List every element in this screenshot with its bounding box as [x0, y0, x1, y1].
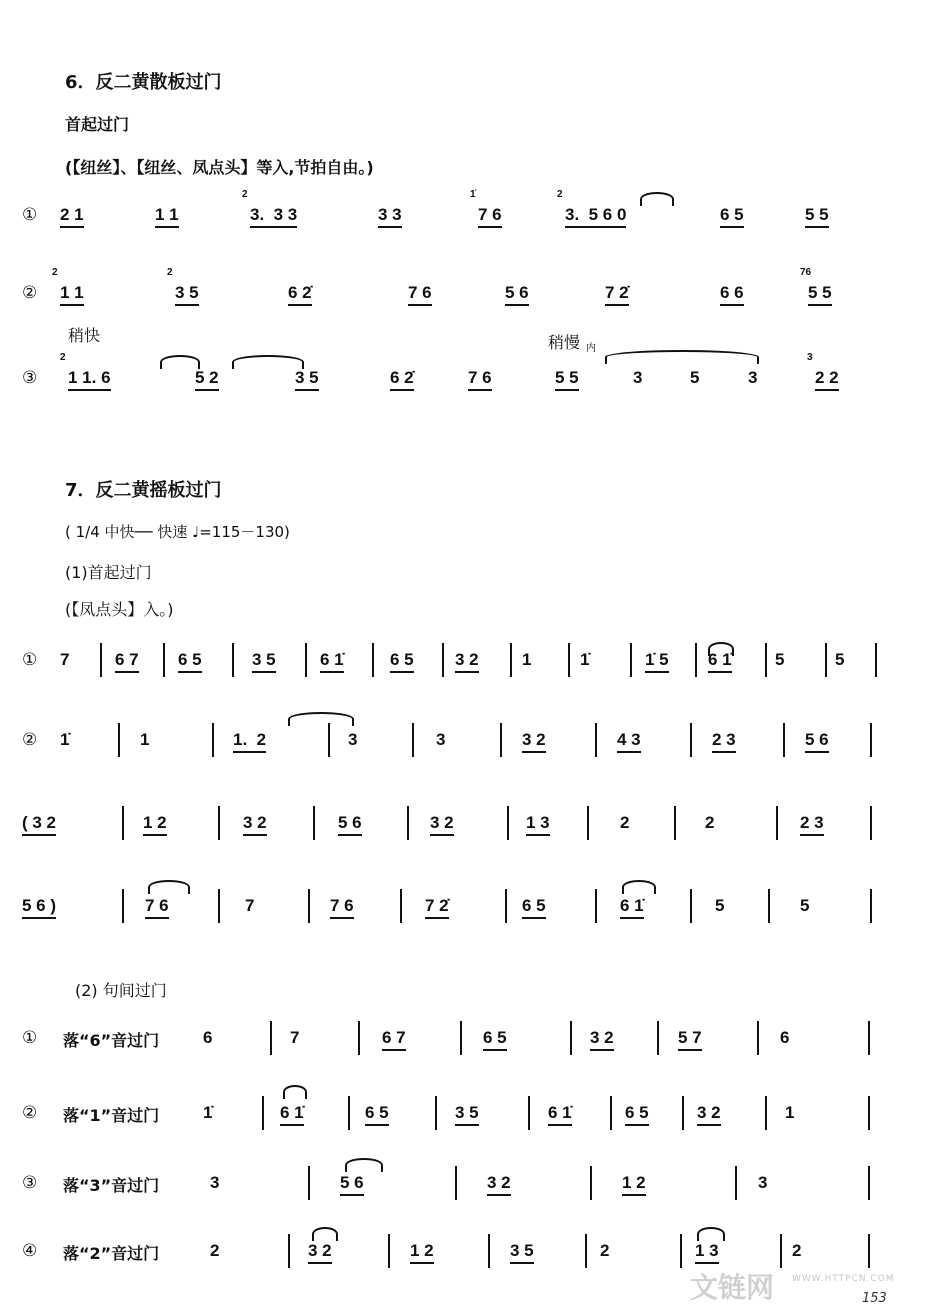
- tempo-mark-slower: 稍慢: [548, 333, 581, 352]
- grace-note: 2: [242, 189, 248, 200]
- bar-line: [868, 1234, 870, 1268]
- note-group: 2: [600, 1241, 610, 1260]
- bar-line: [122, 889, 124, 923]
- note-group: 1: [522, 650, 532, 669]
- slur: [288, 712, 354, 726]
- note-group: 3 5: [175, 283, 199, 306]
- note-group: 3: [633, 368, 643, 387]
- note-group: 6 5: [365, 1103, 389, 1126]
- bar-line: [657, 1021, 659, 1055]
- bar-line: [875, 643, 877, 677]
- note-group: 3 2: [455, 650, 479, 673]
- bar-line: [735, 1166, 737, 1200]
- bar-line: [765, 1096, 767, 1130]
- section-7-sub1: (1)首起过门: [65, 563, 152, 582]
- row-label: ①: [22, 205, 38, 225]
- bar-line: [595, 889, 597, 923]
- note-group: 6 5: [522, 896, 546, 919]
- note-group: 6 5: [390, 650, 414, 673]
- note-group: 3. 5 6 0: [565, 205, 626, 228]
- bar-line: [308, 1166, 310, 1200]
- note-group: 6: [780, 1028, 790, 1047]
- note-group: 7: [245, 896, 255, 915]
- bar-line: [435, 1096, 437, 1130]
- bar-line: [868, 1021, 870, 1055]
- note-group: 5 2: [195, 368, 219, 391]
- note-group: 2: [705, 813, 715, 832]
- note-group: 1̇: [60, 730, 70, 749]
- bar-line: [313, 806, 315, 840]
- bar-line: [262, 1096, 264, 1130]
- bar-line: [218, 806, 220, 840]
- note-group: 3 2: [430, 813, 454, 836]
- note-group: 1: [140, 730, 150, 749]
- note-group: 3 2: [697, 1103, 721, 1126]
- grace-note: 2: [60, 352, 66, 363]
- section-7-tempo: ( 1/4 中快── 快速 ♩=115－130): [65, 523, 290, 541]
- note-group: 6 1̇: [620, 896, 644, 919]
- note-group: 6 2̇: [390, 368, 414, 391]
- bar-line: [118, 723, 120, 757]
- interlude-name: 落“2”音过门: [63, 1244, 160, 1263]
- note-group: 7 6: [408, 283, 432, 306]
- note-group: 3 2: [522, 730, 546, 753]
- section-6-note: (【纽丝】、【纽丝、凤点头】等入,节拍自由。): [65, 158, 374, 177]
- slur: [640, 192, 674, 206]
- bar-line: [868, 1096, 870, 1130]
- bar-line: [442, 643, 444, 677]
- bar-line: [372, 643, 374, 677]
- bar-line: [412, 723, 414, 757]
- note-group: 3. 3 3: [250, 205, 297, 228]
- note-group: 1 2: [622, 1173, 646, 1196]
- note-group: 5 6: [340, 1173, 364, 1196]
- note-group: 3 2: [590, 1028, 614, 1051]
- watermark-logo: 文链网: [690, 1271, 775, 1304]
- note-group: 7 6: [478, 205, 502, 228]
- note-group: 5 5: [555, 368, 579, 391]
- note-group: 1̇ 5: [645, 650, 669, 673]
- note-group: 7 6: [468, 368, 492, 391]
- note-group: 1 3: [695, 1241, 719, 1264]
- slur: [605, 350, 759, 364]
- grace-note: 3: [807, 352, 813, 363]
- note-group: 3: [210, 1173, 220, 1192]
- bar-line: [460, 1021, 462, 1055]
- bar-line: [765, 643, 767, 677]
- note-group: 4 3: [617, 730, 641, 753]
- note-group: 5 6: [338, 813, 362, 836]
- note-group: 5 7: [678, 1028, 702, 1051]
- bar-line: [587, 806, 589, 840]
- note-group: 7: [60, 650, 70, 669]
- bar-line: [768, 889, 770, 923]
- bar-line: [500, 723, 502, 757]
- bar-line: [388, 1234, 390, 1268]
- note-group: 3: [748, 368, 758, 387]
- note-group: 7 2̇: [605, 283, 629, 306]
- bar-line: [776, 806, 778, 840]
- tempo-mark-inner: 内: [586, 343, 596, 354]
- interlude-name: 落“1”音过门: [63, 1106, 160, 1125]
- note-group: 7: [290, 1028, 300, 1047]
- note-group: 1 1: [60, 283, 84, 306]
- bar-line: [348, 1096, 350, 1130]
- slur: [622, 880, 656, 894]
- note-group: 5: [835, 650, 845, 669]
- bar-line: [682, 1096, 684, 1130]
- note-group: 5 5: [808, 283, 832, 306]
- note-group: 6 5: [720, 205, 744, 228]
- row-label: ①: [22, 1028, 38, 1048]
- note-group: 3: [348, 730, 358, 749]
- note-group: 3 5: [510, 1241, 534, 1264]
- note-group: 6 1̇: [280, 1103, 304, 1126]
- note-group: 1. 2: [233, 730, 266, 753]
- row-label: ②: [22, 1103, 38, 1123]
- interlude-name: 落“3”音过门: [63, 1176, 160, 1195]
- bar-line: [780, 1234, 782, 1268]
- grace-note: 2: [52, 267, 58, 278]
- page-number: 153: [862, 1291, 887, 1306]
- bar-line: [288, 1234, 290, 1268]
- row-label: ③: [22, 368, 38, 388]
- bar-line: [407, 806, 409, 840]
- slur: [160, 355, 200, 369]
- note-group: 7 2̇: [425, 896, 449, 919]
- row-label: ④: [22, 1241, 38, 1261]
- bar-line: [358, 1021, 360, 1055]
- bar-line: [757, 1021, 759, 1055]
- note-group: 5 6: [805, 730, 829, 753]
- interlude-name: 落“6”音过门: [63, 1031, 160, 1050]
- section-7-title: 7．反二黄摇板过门: [65, 480, 222, 501]
- note-group: 5 6 ): [22, 896, 56, 919]
- note-group: 5 6: [505, 283, 529, 306]
- note-group: 3 2: [308, 1241, 332, 1264]
- note-group: 5: [775, 650, 785, 669]
- bar-line: [507, 806, 509, 840]
- bar-line: [100, 643, 102, 677]
- note-group: 3 2: [243, 813, 267, 836]
- note-group: 3: [758, 1173, 768, 1192]
- note-group: 1̇: [203, 1103, 213, 1122]
- note-group: 5: [690, 368, 700, 387]
- section-6-subtitle: 首起过门: [65, 115, 130, 134]
- slur: [148, 880, 190, 894]
- bar-line: [510, 643, 512, 677]
- section-7-sub1-note: (【凤点头】入。): [65, 600, 174, 619]
- note-group: 6 5: [483, 1028, 507, 1051]
- note-group: 7 6: [145, 896, 169, 919]
- bar-line: [488, 1234, 490, 1268]
- note-group: 6 5: [625, 1103, 649, 1126]
- grace-note: 2: [167, 267, 173, 278]
- bar-line: [568, 643, 570, 677]
- bar-line: [595, 723, 597, 757]
- slur: [345, 1158, 383, 1172]
- grace-note: 1̇: [470, 189, 476, 200]
- bar-line: [870, 806, 872, 840]
- slur: [312, 1227, 338, 1241]
- row-label: ③: [22, 1173, 38, 1193]
- slur: [708, 642, 734, 656]
- bar-line: [610, 1096, 612, 1130]
- bar-line: [528, 1096, 530, 1130]
- note-group: 6 7: [382, 1028, 406, 1051]
- note-group: 3 2: [487, 1173, 511, 1196]
- note-group: 1 1. 6: [68, 368, 111, 391]
- bar-line: [868, 1166, 870, 1200]
- note-group: 6 1̇: [548, 1103, 572, 1126]
- note-group: 1 1: [155, 205, 179, 228]
- note-group: 2: [620, 813, 630, 832]
- bar-line: [690, 889, 692, 923]
- note-group: 3: [436, 730, 446, 749]
- bar-line: [680, 1234, 682, 1268]
- section-7-sub2: (2) 句间过门: [75, 981, 167, 1000]
- bar-line: [122, 806, 124, 840]
- note-group: 6 7: [115, 650, 139, 673]
- section-6-title: 6．反二黄散板过门: [65, 72, 222, 93]
- bar-line: [305, 643, 307, 677]
- note-group: 3 5: [455, 1103, 479, 1126]
- note-group: 5 5: [805, 205, 829, 228]
- grace-note: 2: [557, 189, 563, 200]
- bar-line: [690, 723, 692, 757]
- bar-line: [674, 806, 676, 840]
- bar-line: [695, 643, 697, 677]
- bar-line: [218, 889, 220, 923]
- note-group: 2 3: [800, 813, 824, 836]
- note-group: 5: [800, 896, 810, 915]
- watermark-url: WWW.HTTPCN.COM: [792, 1274, 895, 1284]
- note-group: 1 2: [410, 1241, 434, 1264]
- bar-line: [585, 1234, 587, 1268]
- bar-line: [400, 889, 402, 923]
- note-group: 6 6: [720, 283, 744, 306]
- note-group: 2 1: [60, 205, 84, 228]
- note-group: 6: [203, 1028, 213, 1047]
- note-group: 1̇: [580, 650, 590, 669]
- bar-line: [870, 889, 872, 923]
- bar-line: [570, 1021, 572, 1055]
- note-group: 6 1̇: [708, 650, 732, 673]
- note-group: 2 2: [815, 368, 839, 391]
- note-group: 6 2̇: [288, 283, 312, 306]
- note-group: 6 1̇: [320, 650, 344, 673]
- note-group: 3 5: [252, 650, 276, 673]
- note-group: 2: [210, 1241, 220, 1260]
- bar-line: [455, 1166, 457, 1200]
- note-group: 5: [715, 896, 725, 915]
- bar-line: [630, 643, 632, 677]
- bar-line: [328, 723, 330, 757]
- note-group: 2: [792, 1241, 802, 1260]
- row-label: ②: [22, 730, 38, 750]
- bar-line: [870, 723, 872, 757]
- bar-line: [212, 723, 214, 757]
- note-group: 3 5: [295, 368, 319, 391]
- note-group: 1: [785, 1103, 795, 1122]
- bar-line: [590, 1166, 592, 1200]
- note-group: 3 3: [378, 205, 402, 228]
- bar-line: [163, 643, 165, 677]
- bar-line: [825, 643, 827, 677]
- row-label: ①: [22, 650, 38, 670]
- bar-line: [505, 889, 507, 923]
- bar-line: [308, 889, 310, 923]
- row-label: ②: [22, 283, 38, 303]
- note-group: 2 3: [712, 730, 736, 753]
- note-group: ( 3 2: [22, 813, 56, 836]
- note-group: 1 3: [526, 813, 550, 836]
- tempo-mark-faster: 稍快: [68, 326, 101, 345]
- note-group: 1 2: [143, 813, 167, 836]
- bar-line: [783, 723, 785, 757]
- slur: [283, 1085, 307, 1099]
- grace-note: 76: [800, 267, 812, 278]
- bar-line: [232, 643, 234, 677]
- slur: [232, 355, 304, 369]
- note-group: 6 5: [178, 650, 202, 673]
- bar-line: [270, 1021, 272, 1055]
- slur: [697, 1227, 725, 1241]
- note-group: 7 6: [330, 896, 354, 919]
